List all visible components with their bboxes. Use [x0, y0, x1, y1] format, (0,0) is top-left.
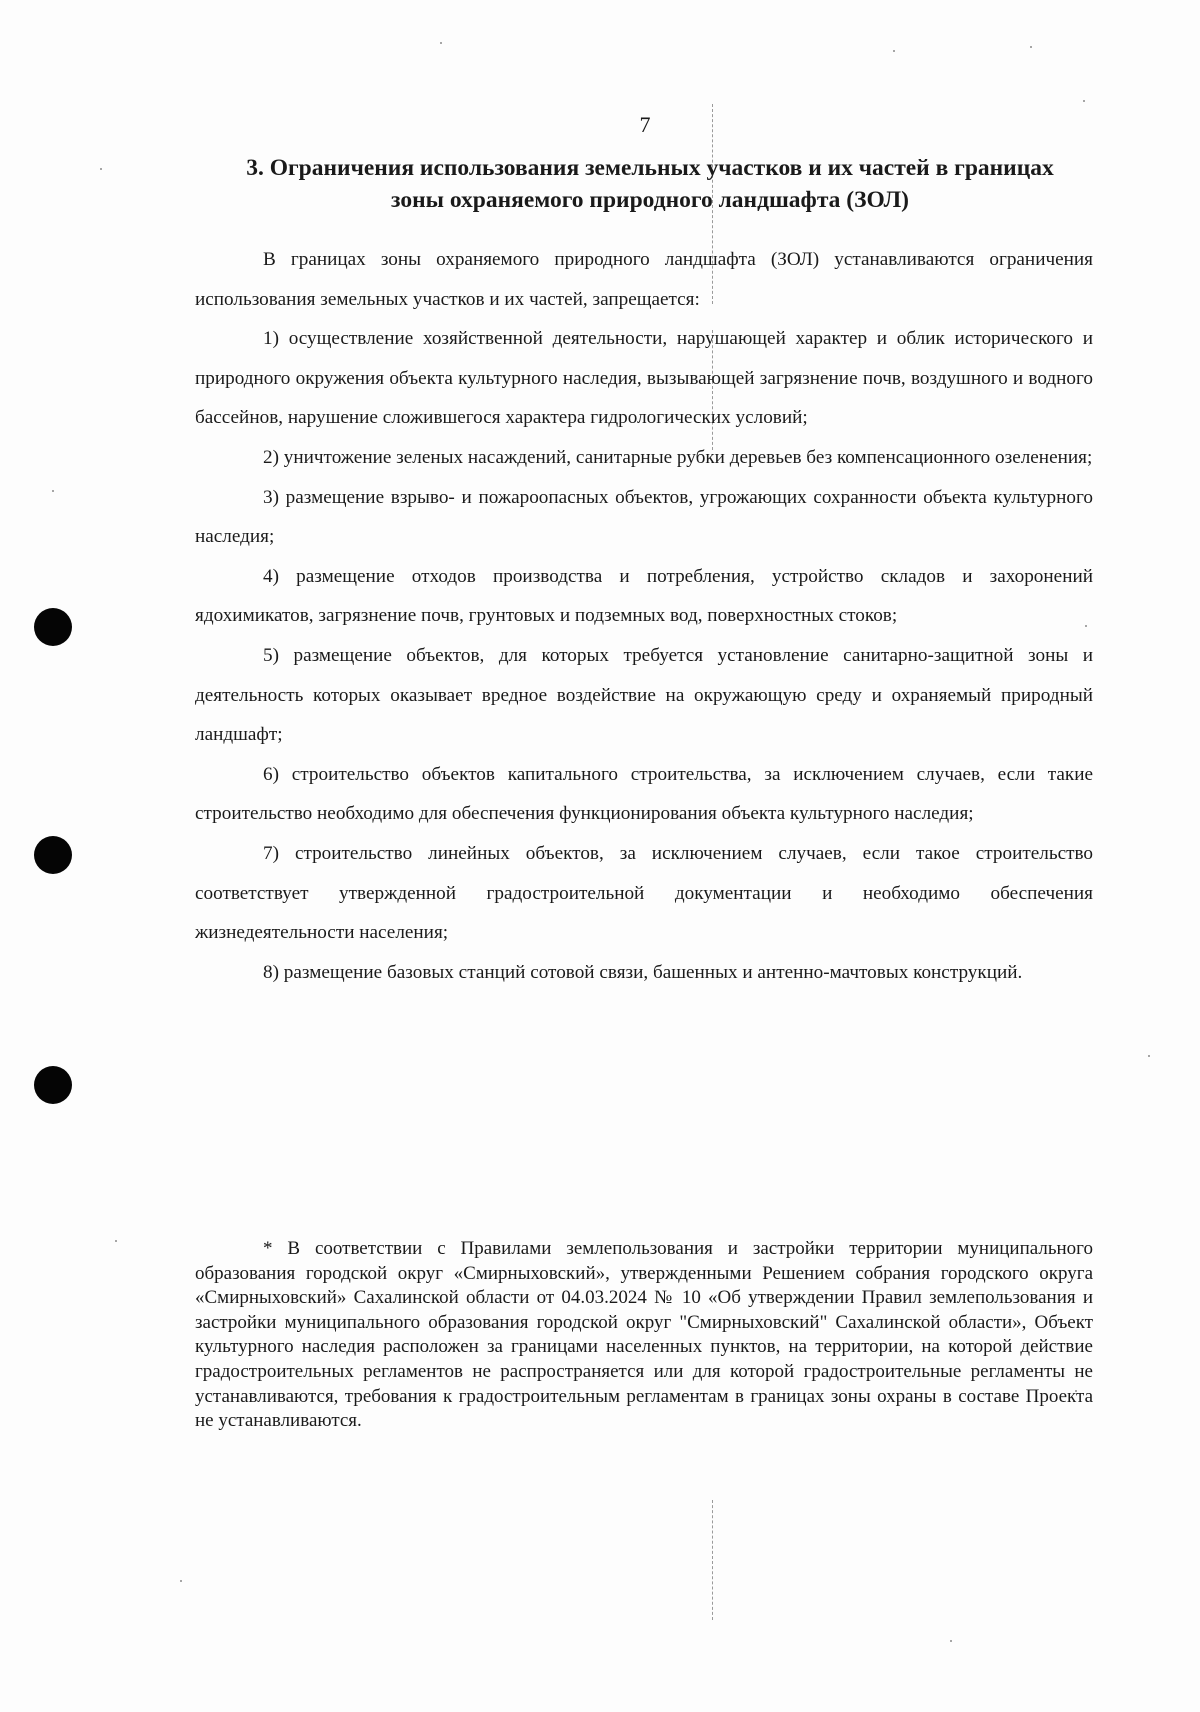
footnote: * В соответствии с Правилами землепользования и застройки территории муниципального образования городской округ «Смирныховский», утвержденными Решением собрания городского округа «Смирныховский» Сахалинской области от 04.03.2024 № 10 «Об утверждении Правил землепользования и застройки муниципального образования городской округ "Смирныховский" Сахалинской области», Объект культурного наследия расположен за границами населенных пунктов, на территории, на которой действие градостроительных регламентов не распространяется или для которой градостроительные регламенты не устанавливаются, требования к градостроительным регламентам в границах зоны охраны в составе Проекта не устанавливаются.	[195, 1238, 1093, 1432]
scan-speck	[1148, 1055, 1150, 1057]
restriction-item-4: 4) размещение отходов производства и потребления, устройство складов и захоронений ядохимикатов, загрязнение почв, грунтовых и подземных вод, поверхностных стоков;	[195, 565, 1093, 627]
scan-speck	[950, 1640, 952, 1642]
section-title: 3. Ограничения использования земельных участков и их частей в границах зоны охраняемого природного ландшафта (ЗОЛ)	[246, 155, 1054, 213]
scan-speck	[115, 1240, 117, 1242]
punch-hole	[34, 608, 72, 646]
restriction-item-8: 8) размещение базовых станций сотовой связи, башенных и антенно-мачтовых конструкций.	[263, 961, 1023, 983]
restriction-item-2: 2) уничтожение зеленых насаждений, санитарные рубки деревьев без компенсационного озеленения;	[263, 446, 1093, 468]
scan-fold-line	[712, 1500, 713, 1620]
punch-hole	[34, 836, 72, 874]
section-body	[195, 240, 1093, 992]
scan-speck	[100, 168, 102, 170]
scan-speck	[52, 490, 54, 492]
restriction-item-1: 1) осуществление хозяйственной деятельности, нарушающей характер и облик исторического и природного окружения объекта культурного наследия, вызывающей загрязнение почв, воздушного и водного бассейнов, нарушение сложившегося характера гидрологических условий;	[195, 328, 1093, 429]
restriction-item-6: 6) строительство объектов капитального строительства, за исключением случаев, если такие строительство необходимо для обеспечения функционирования объекта культурного наследия;	[195, 763, 1093, 825]
scan-speck	[893, 50, 895, 52]
scan-speck	[1030, 46, 1032, 48]
intro-paragraph: В границах зоны охраняемого природного ландшафта (ЗОЛ) устанавливаются ограничения использования земельных участков и их частей, запрещается:	[195, 249, 1093, 310]
scan-speck	[180, 1580, 182, 1582]
page-number: 7	[639, 112, 651, 137]
restriction-item-7: 7) строительство линейных объектов, за исключением случаев, если такое строительство соответствует утвержденной градостроительной документации и необходимо обеспечения жизнедеятельности населения;	[195, 842, 1093, 944]
restriction-item-5: 5) размещение объектов, для которых требуется установление санитарно-защитной зоны и деятельность которых оказывает вредное воздействие на окружающую среду и охраняемый природный ландшафт;	[195, 644, 1093, 746]
restriction-item-3: 3) размещение взрыво- и пожароопасных объектов, угрожающих сохранности объекта культурного наследия;	[195, 486, 1093, 548]
scan-speck	[1083, 100, 1085, 102]
scan-speck	[440, 42, 442, 44]
punch-hole	[34, 1066, 72, 1104]
